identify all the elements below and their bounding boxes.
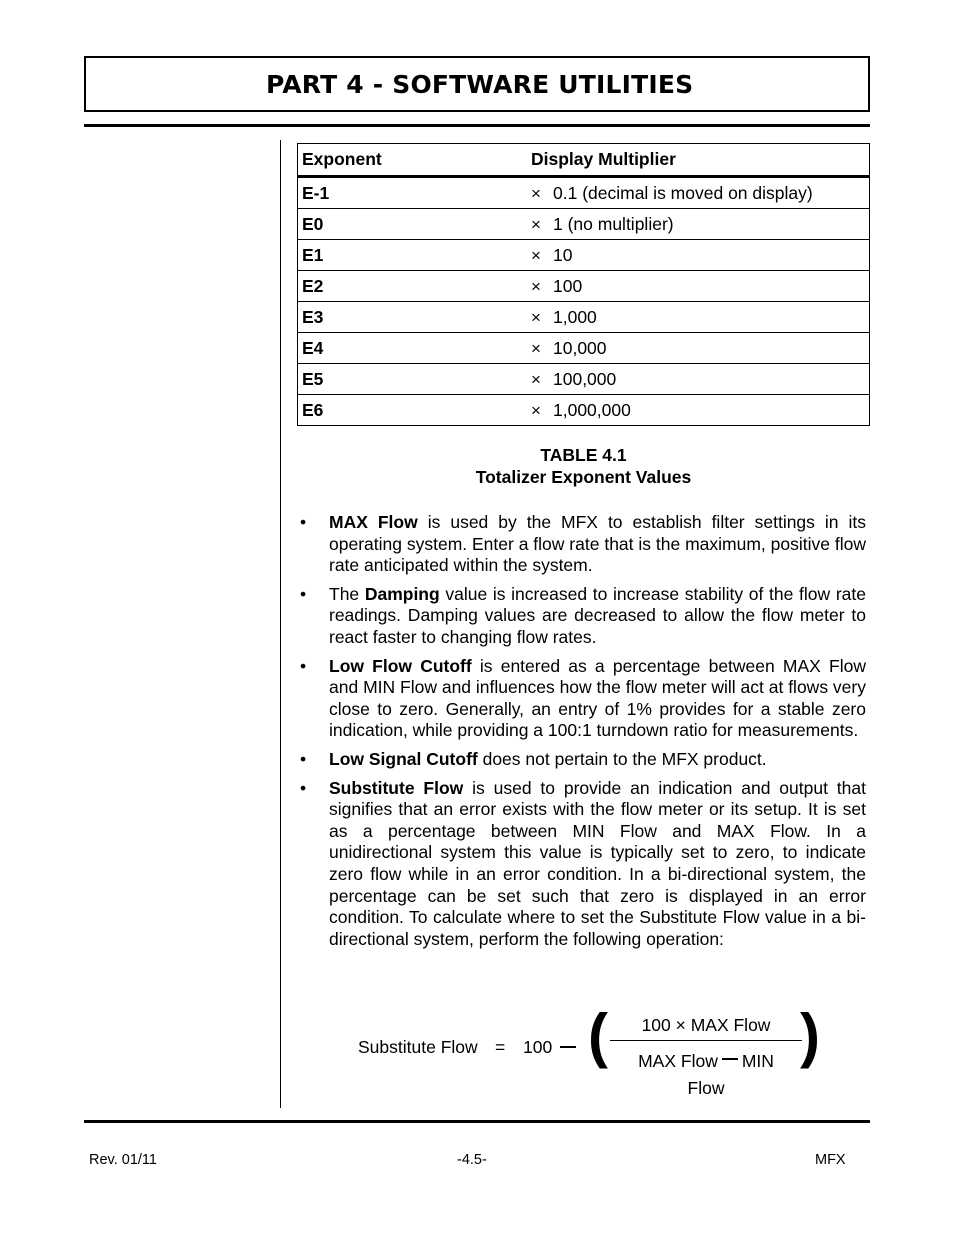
bullet-icon: •: [300, 777, 307, 798]
formula-numerator: 100 × MAX Flow: [641, 1015, 771, 1035]
right-paren: ): [800, 1002, 820, 1069]
times-icon: ×: [531, 307, 541, 327]
footer-page-number: -4.5-: [457, 1152, 487, 1168]
page-header-box: [84, 56, 870, 112]
exponent-cell: E5: [298, 364, 528, 395]
bullet-icon: •: [300, 583, 307, 604]
table-row: [298, 333, 870, 364]
list-item: [300, 584, 866, 649]
table-row: [298, 209, 870, 240]
minus-icon: [560, 1046, 576, 1048]
fraction-bar: [610, 1040, 802, 1041]
footer-rule: [84, 1120, 870, 1123]
multiplier-cell: [527, 177, 870, 209]
exponent-cell: E3: [298, 302, 528, 333]
bullet-lead: The: [329, 583, 365, 604]
formula-hundred: 100: [523, 1037, 553, 1057]
bullet-icon: •: [300, 748, 307, 769]
header-rule: [84, 124, 870, 127]
bullet-text: is used by the MFX to establish filter settings in its operating system. Enter a flow rate that is the maximum, positive flow rate anticipated within the system.: [329, 512, 866, 576]
exponent-cell: E-1: [298, 177, 528, 209]
denominator-max-flow: MAX Flow: [638, 1051, 718, 1071]
multiplier-value: 10,000: [553, 337, 607, 358]
times-icon: ×: [531, 400, 541, 420]
multiplier-cell: [527, 302, 870, 333]
exponent-cell: E2: [298, 271, 528, 302]
margin-rule: [280, 140, 281, 1108]
exponent-cell: E6: [298, 395, 528, 426]
formula-lhs: Substitute Flow: [358, 1037, 478, 1057]
multiplier-value: 0.1 (decimal is moved on display): [553, 182, 813, 203]
multiplier-cell: [527, 240, 870, 271]
multiplier-cell: [527, 364, 870, 395]
multiplier-cell: [527, 209, 870, 240]
bullet-term: Substitute Flow: [329, 777, 464, 798]
times-icon: ×: [531, 183, 541, 203]
table-row: [298, 302, 870, 333]
bullet-text: is entered as a percentage between MAX Flow and MIN Flow and influences how the flow meter will act at flows very close to zero. Generally, an entry of 1% provides for a stable zero indication, while providing a 100:1 turndown ratio for measurements.: [329, 655, 866, 741]
table-caption-number: TABLE 4.1: [540, 445, 627, 465]
bullet-icon: •: [300, 512, 307, 532]
list-item: [300, 749, 866, 771]
table-row: [298, 177, 870, 209]
times-icon: ×: [531, 245, 541, 265]
multiplier-cell: [527, 395, 870, 426]
bullet-term: MAX Flow: [329, 512, 418, 532]
footer-revision: Rev. 01/11: [89, 1152, 157, 1168]
footer-product: MFX: [815, 1152, 846, 1168]
minus-icon: [722, 1058, 738, 1060]
formula-denominator: [620, 1048, 792, 1102]
bullet-term: Damping: [364, 583, 440, 604]
bullet-text: does not pertain to the MFX product.: [477, 748, 767, 769]
table-header-row: [298, 144, 870, 177]
exponent-table: [297, 143, 870, 426]
bullet-list: [300, 512, 866, 957]
table-row: [298, 395, 870, 426]
bullet-term: Low Flow Cutoff: [329, 655, 472, 676]
times-icon: ×: [531, 276, 541, 296]
denominator-min-flow: MIN Flow: [687, 1051, 774, 1098]
table-caption-title: Totalizer Exponent Values: [475, 467, 692, 487]
multiplier-cell: [527, 333, 870, 364]
multiplier-cell: [527, 271, 870, 302]
exponent-cell: E0: [298, 209, 528, 240]
list-item: [300, 512, 866, 577]
bullet-text: value is increased to increase stability of the flow rate readings. Damping values are decreased to allow the flow meter to react faster to changing flow rates.: [329, 583, 866, 647]
multiplier-value: 100: [553, 275, 583, 296]
bullet-icon: •: [300, 655, 307, 676]
table-row: [298, 271, 870, 302]
list-item: [300, 656, 866, 742]
multiplier-value: 1 (no multiplier): [553, 213, 674, 234]
column-header-multiplier: Display Multiplier: [527, 144, 870, 177]
bullet-text: is used to provide an indication and output that signifies that an error exists with the flow meter or its setup. It is set as a percentage between MIN Flow and MAX Flow. In a unidirectional system this value is typically set to zero, to indicate zero flow while in an error condition. In a bi-directional system, the percentage can be set such that zero is displayed in an error condition. To calculate where to set the Substitute Flow value in a bi-directional system, perform the following operation:: [329, 777, 866, 949]
multiplier-value: 1,000,000: [553, 399, 631, 420]
table-row: [298, 364, 870, 395]
multiplier-value: 10: [553, 244, 573, 265]
left-paren: (: [588, 1002, 608, 1069]
times-icon: ×: [531, 338, 541, 358]
bullet-term: Low Signal Cutoff: [329, 748, 478, 769]
times-icon: ×: [531, 214, 541, 234]
multiplier-value: 100,000: [553, 368, 617, 389]
formula-equals: =: [495, 1037, 506, 1057]
exponent-cell: E1: [298, 240, 528, 271]
column-header-exponent: Exponent: [298, 144, 528, 177]
exponent-cell: E4: [298, 333, 528, 364]
page-title: PART 4 - SOFTWARE UTILITIES: [266, 70, 694, 99]
multiplier-value: 1,000: [553, 306, 597, 327]
list-item: [300, 778, 866, 951]
times-icon: ×: [531, 369, 541, 389]
table-row: [298, 240, 870, 271]
